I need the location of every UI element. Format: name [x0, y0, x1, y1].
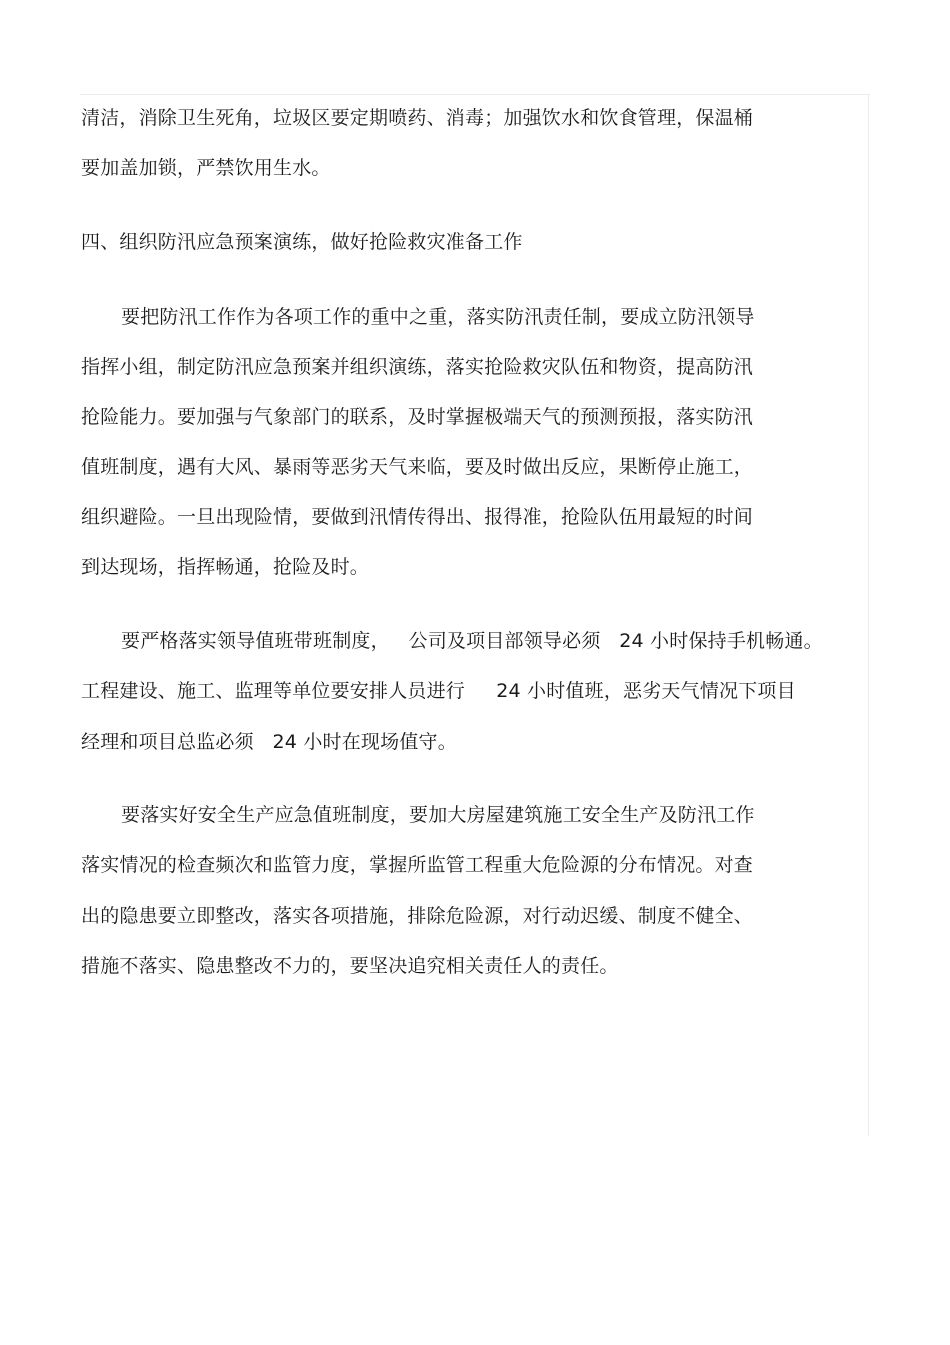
- paragraph-2-line-4: 值班制度，遇有大风、暴雨等恶劣天气来临，要及时做出反应，果断停止施工，: [81, 456, 754, 478]
- paragraph-3-line-2: 工程建设、施工、监理等单位要安排人员进行 24 小时值班，恶劣天气情况下项目: [81, 680, 796, 702]
- paragraph-2-line-5: 组织避险。一旦出现险情，要做到汛情传得出、报得准，抢险队伍用最短的时间: [81, 506, 754, 528]
- paragraph-1-line-1: 清洁，消除卫生死角，垃圾区要定期喷药、消毒；加强饮水和饮食管理，保温桶: [81, 107, 754, 129]
- paragraph-4-line-4: 措施不落实、隐患整改不力的，要坚决追究相关责任人的责任。: [81, 955, 619, 977]
- paragraph-2-line-2: 指挥小组，制定防汛应急预案并组织演练，落实抢险救灾队伍和物资，提高防汛: [81, 356, 754, 378]
- paragraph-3-line-3: 经理和项目总监必须 24 小时在现场值守。: [81, 731, 457, 753]
- paragraph-1-line-2: 要加盖加锁，严禁饮用生水。: [81, 157, 331, 179]
- page-border-top: [80, 94, 870, 95]
- paragraph-2-line-3: 抢险能力。要加强与气象部门的联系，及时掌握极端天气的预测预报，落实防汛: [81, 406, 754, 428]
- page-border-right: [868, 94, 869, 1136]
- section-heading-4: 四、组织防汛应急预案演练，做好抢险救灾准备工作: [81, 231, 523, 253]
- paragraph-3-line-1: 要严格落实领导值班带班制度， 公司及项目部领导必须 24 小时保持手机畅通。: [121, 630, 823, 652]
- paragraph-2-line-6: 到达现场，指挥畅通，抢险及时。: [81, 556, 370, 578]
- paragraph-4-line-2: 落实情况的检查频次和监管力度，掌握所监管工程重大危险源的分布情况。对查: [81, 854, 754, 876]
- paragraph-4-line-1: 要落实好安全生产应急值班制度，要加大房屋建筑施工安全生产及防汛工作: [121, 804, 755, 826]
- paragraph-2-line-1: 要把防汛工作作为各项工作的重中之重，落实防汛责任制，要成立防汛领导: [121, 306, 755, 328]
- paragraph-4-line-3: 出的隐患要立即整改，落实各项措施，排除危险源，对行动迟缓、制度不健全、: [81, 905, 754, 927]
